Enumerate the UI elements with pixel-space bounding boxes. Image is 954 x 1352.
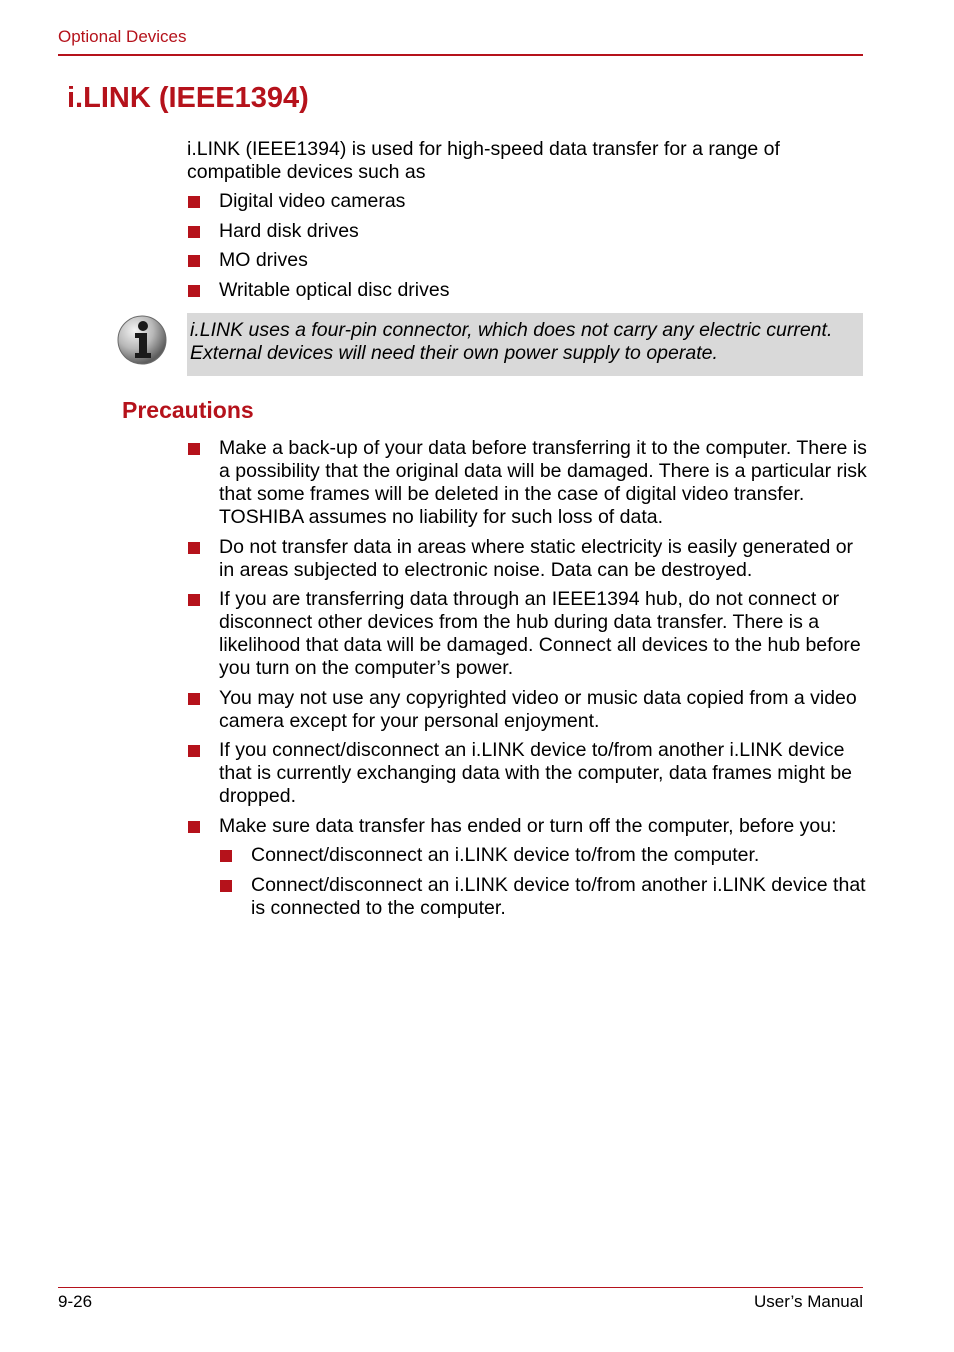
list-item xyxy=(187,815,867,920)
square-bullet-icon xyxy=(188,226,200,238)
square-bullet-icon xyxy=(188,594,200,606)
list-item-text: If you connect/disconnect an i.LINK device to/from another i.LINK device that is currently exchanging data with the computer, data frames might be dropped. xyxy=(219,739,853,807)
page-title: i.LINK (IEEE1394) xyxy=(67,82,309,114)
page-number: 9-26 xyxy=(58,1292,93,1311)
header-divider xyxy=(58,54,863,56)
info-icon xyxy=(116,314,168,366)
square-bullet-icon xyxy=(188,196,200,208)
section-heading: Precautions xyxy=(122,397,254,423)
list-item-text: Writable optical disc drives xyxy=(219,278,450,301)
list-item-text: You may not use any copyrighted video or music data copied from a video camera except for your personal enjoyment. xyxy=(219,686,857,732)
manual-title: User’s Manual xyxy=(754,1292,863,1311)
list-item xyxy=(187,220,863,243)
list-item xyxy=(187,739,867,808)
sub-list-item xyxy=(219,844,867,867)
list-item xyxy=(187,687,867,733)
list-item-text: Hard disk drives xyxy=(219,219,359,242)
list-item-text: MO drives xyxy=(219,249,308,271)
square-bullet-icon xyxy=(220,850,232,862)
list-item xyxy=(187,279,863,302)
list-item xyxy=(187,536,867,582)
list-item-text: Make a back-up of your data before transferring it to the computer. There is a possibility that the original data will be damaged. There is a particular risk that some frames will be deleted in the case of digital video transfer. TOSHIBA assumes no liability for such loss of data. xyxy=(219,437,867,528)
list-item-text: Make sure data transfer has ended or turn off the computer, before you: xyxy=(219,814,837,837)
list-item xyxy=(187,249,863,272)
list-item-text: Connect/disconnect an i.LINK device to/from the computer. xyxy=(251,844,760,866)
list-item xyxy=(187,588,867,680)
square-bullet-icon xyxy=(188,285,200,297)
running-header: Optional Devices xyxy=(58,27,187,46)
footer-divider xyxy=(58,1287,863,1288)
square-bullet-icon xyxy=(188,745,200,757)
precautions-list xyxy=(187,437,867,926)
intro-paragraph: i.LINK (IEEE1394) is used for high-speed data transfer for a range of compatible devices such as xyxy=(187,138,780,183)
note-box xyxy=(187,313,863,376)
square-bullet-icon xyxy=(188,255,200,267)
list-item-text: If you are transferring data through an IEEE1394 hub, do not connect or disconnect other devices from the hub during data transfer. There is a likelihood that data will be damaged. Connect all devices to the hub before you turn on the computer’s power. xyxy=(219,588,861,679)
sub-list xyxy=(219,844,867,920)
device-list xyxy=(187,190,863,308)
square-bullet-icon xyxy=(188,693,200,705)
sub-list-item xyxy=(219,874,867,920)
note-text: i.LINK uses a four-pin connector, which does not carry any electric current. External devices will need their own power supply to operate. xyxy=(190,319,833,364)
square-bullet-icon xyxy=(188,443,200,455)
list-item xyxy=(187,437,867,529)
list-item-text: Connect/disconnect an i.LINK device to/from another i.LINK device that is connected to the computer. xyxy=(251,873,866,919)
list-item-text: Do not transfer data in areas where static electricity is easily generated or in areas subjected to electronic noise. Data can be destroyed. xyxy=(219,535,854,581)
square-bullet-icon xyxy=(220,880,232,892)
list-item xyxy=(187,190,863,213)
list-item-text: Digital video cameras xyxy=(219,190,406,212)
square-bullet-icon xyxy=(188,821,200,833)
square-bullet-icon xyxy=(188,542,200,554)
